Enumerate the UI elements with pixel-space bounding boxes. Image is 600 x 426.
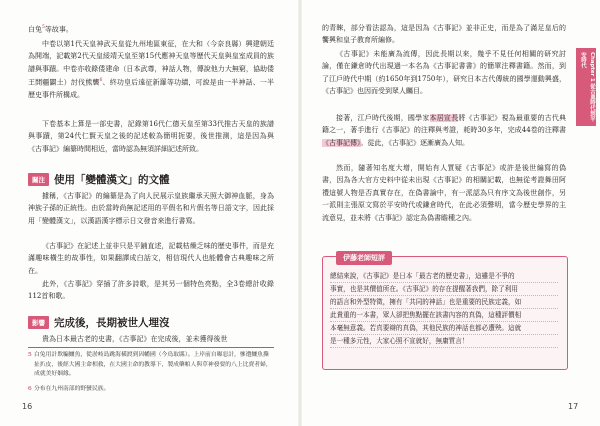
section-tag: 影響 [28,316,49,329]
paragraph-poems: 此外，《古事記》穿插了許多詩歌，是其另一個特色亮點，全3卷總計收錄112首和歌。 [28,280,274,301]
chapter-tab [576,48,596,126]
paragraph-lower-volume: 下卷基本上算是一部史書，記錄第16代仁德天皇至第33代推古天皇的族譜與事蹟，第24代仁賢天皇之後的記述較為簡明扼要，後世推測，這是因為與《古事記》編纂時間相近，當時認為無須詳細記述所致。 [28,120,274,153]
paragraph-reception: 的青睞，部分看法認為，這是因為《古事記》並非正史，而是為了滿足皇后的饗興和皇子教育所編修。 [322,24,566,45]
paragraph-research: 《古事記》未能廣為流傳，因此長期以來，幾乎不見任何相關的研究討論，僅在鎌倉時代出現過一本名為《古事記書書》的簡單注釋書籍。然而，到了江戶時代中期（約1650年到1750年），研究日本古代傳統的國學運動興盛，《古事記》也因而受到眾人矚目。 [322,50,566,96]
commentary-line: 的語言和外型特徵，擁有「共同的神話」也是重要的民族定義，如 [330,296,558,309]
paragraph-neglect: 貴為日本最古老的史書，《古事記》在完成後，並未獲得後世 [42,335,228,343]
section-heading-influence [28,315,170,330]
commentary-line: 事實，也是其價值所在。《古事記》的存在提醒著我們，除了利用 [330,283,558,296]
paragraph-middle-volume: 中卷以第1代天皇神武天皇從九州地區東征，在大和（今奈良縣）興建朝廷為開端，記載第2代天皇綏靖天皇至第15代應神天皇等歷代天皇與皇室成員的族譜與事蹟。中卷亦收錄倭建命（日本武尊，神話人物，傳說他力大無窮，協助倭王開疆闢土）討伐熊襲$^6$、終功皇后遠征新羅等功績，可說是由一半神話、一半歷史事件所構成。 [28,40,275,99]
chapter-label: Chapter 1 [589,52,595,82]
paragraph-purpose: 據稱，《古事記》的編纂是為了向人民展示皇族繼承天照大御神血脈，身為神族子孫的正統性。由於當時尚無記述用的平假名和片假名等日語文字，因此採用「變體漢文」，以漢語漢字標示日文發音來進行書寫。 [28,192,274,225]
section-tag: 關注 [28,173,49,186]
commentary-line: 本毫無意義。若真要辯的真偽，其他民族的神話也都必遭殃。這就 [330,322,558,335]
footnote-number: 5 [28,352,32,358]
commentary-line: 總結來說，《古事記》是日本「最古老的歷史書」，這雖是不爭的 [330,270,558,283]
footnote-5: 白兔用計欺騙鱷魚，從淤岐島跳海橫渡到因幡國（今鳥取縣）。上岸前自曝惡計，慘遭鱷魚撕扯扒皮，後經大國主命相救，在大國主命的教導下，製成藥帕人與草神發要的八上比賣者婦，成就美好姻緣。 [34,352,272,378]
page-number-left: 16 [22,402,33,411]
footnote-6: 分布在九州南部的野蠻民族。 [34,386,110,392]
section-heading-style [28,172,170,187]
paragraph-motoori: 接著，江戶時代後期，國學家本居宣長將《古事記》視為最重要的古代典籍之一，著手進行《古事記》的注釋與考證，耗時30多年，完成44卷的注釋書《古事記傳》。從此，《古事記》逐漸廣為人知。 [322,114,567,147]
footnote-number: 6 [28,386,32,392]
footnote-divider [28,347,274,348]
footnote-ref-5[interactable]: 5 [42,25,45,30]
commentary-title: 伊藤老師短評 [336,251,392,265]
commentary-text [330,270,558,348]
section-title: 完成後，長期被世人埋沒 [54,317,170,329]
paragraph-forgery-debate: 然而，隨著知名度大增，開始有人質疑《古事記》或許是後世編寫的偽書，因為各大官方史料中從未出現《古事記》的相關記載，也無從考證舞田阿禮這號人物是否真實存在，在偽書論中，有一派認為只有序文為後世創作，另一派則主張原文寫於平安時代或鎌倉時代，在此必須聲明，當今歷史學界的主流意見，並未將《古事記》認定為偽書瞻種之內。 [322,164,566,222]
chapter-title: 從古典時代到平安時代 [580,52,595,122]
highlighted-name: 本居宣長 [429,114,459,122]
footnote-ref-6[interactable]: 6 [99,78,103,84]
commentary-line: 此貴重的一本書，眾人卻把焦點擺在該書內容的真偽，這種評價相 [330,309,558,322]
paragraph-narrative: 《古事記》在記述上並非只是平鋪直述，記載枯燥乏味的歷史事件，而是充滿趣味橫生的故事性，如果翻譯成白話文，相信現代人也能體會古典趣味之所在。 [28,242,274,275]
section-title: 使用「變體漢文」的文體 [54,174,170,186]
page-number-right: 17 [568,402,579,411]
commentary-line: 是一種多元性，大家心照不宣就好，無庸質言！ [330,335,558,348]
highlighted-book: 《古事記傳》 [322,138,361,147]
paragraph-intro: 白兔$^5$等故事。 [28,25,73,34]
